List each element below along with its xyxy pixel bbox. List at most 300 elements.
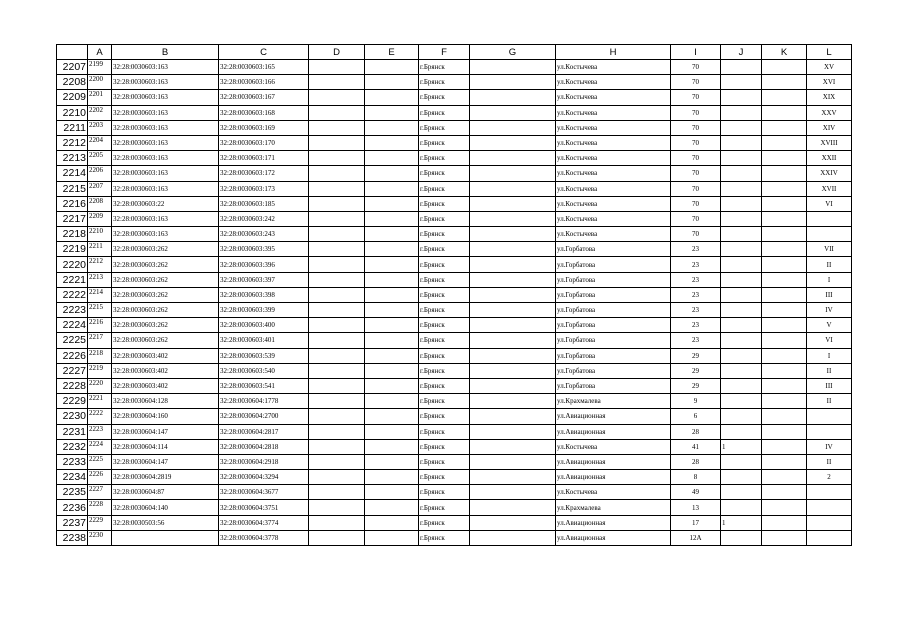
row-number[interactable]: 2215 (57, 181, 88, 196)
cell-g[interactable] (470, 272, 556, 287)
row-number[interactable]: 2224 (57, 318, 88, 333)
cell-d[interactable] (309, 394, 365, 409)
cell-j[interactable] (721, 348, 762, 363)
cell-a[interactable]: 2207 (88, 181, 112, 196)
cell-i[interactable]: 41 (671, 439, 721, 454)
cell-k[interactable] (762, 363, 807, 378)
cell-k[interactable] (762, 424, 807, 439)
cell-a[interactable]: 2205 (88, 151, 112, 166)
column-header-c[interactable]: C (219, 45, 309, 60)
cell-i[interactable]: 23 (671, 303, 721, 318)
cell-c[interactable]: 32:28:0030604:3294 (219, 470, 309, 485)
cell-f[interactable]: г.Брянск (419, 135, 470, 150)
cell-f[interactable]: г.Брянск (419, 90, 470, 105)
cell-l[interactable]: XIX (807, 90, 852, 105)
cell-h[interactable]: ул.Авиационная (556, 424, 671, 439)
cell-h[interactable]: ул.Костычева (556, 196, 671, 211)
cell-h[interactable]: ул.Костычева (556, 485, 671, 500)
cell-e[interactable] (365, 211, 419, 226)
cell-k[interactable] (762, 242, 807, 257)
cell-h[interactable]: ул.Горбатова (556, 348, 671, 363)
cell-b[interactable]: 32:28:0030603:163 (112, 211, 219, 226)
cell-b[interactable]: 32:28:0030503:56 (112, 515, 219, 530)
cell-i[interactable]: 28 (671, 424, 721, 439)
row-number[interactable]: 2212 (57, 135, 88, 150)
cell-c[interactable]: 32:28:0030603:400 (219, 318, 309, 333)
cell-d[interactable] (309, 60, 365, 75)
cell-a[interactable]: 2214 (88, 287, 112, 302)
cell-e[interactable] (365, 363, 419, 378)
cell-c[interactable]: 32:28:0030603:165 (219, 60, 309, 75)
cell-c[interactable]: 32:28:0030604:3677 (219, 485, 309, 500)
cell-e[interactable] (365, 500, 419, 515)
cell-d[interactable] (309, 257, 365, 272)
cell-b[interactable]: 32:28:0030604:140 (112, 500, 219, 515)
cell-h[interactable]: ул.Костычева (556, 211, 671, 226)
row-number[interactable]: 2220 (57, 257, 88, 272)
row-number[interactable]: 2233 (57, 454, 88, 469)
cell-c[interactable]: 32:28:0030603:166 (219, 75, 309, 90)
cell-l[interactable] (807, 211, 852, 226)
cell-l[interactable] (807, 424, 852, 439)
cell-f[interactable]: г.Брянск (419, 120, 470, 135)
cell-j[interactable] (721, 135, 762, 150)
cell-k[interactable] (762, 151, 807, 166)
cell-c[interactable]: 32:28:0030604:3751 (219, 500, 309, 515)
cell-f[interactable]: г.Брянск (419, 166, 470, 181)
cell-a[interactable]: 2220 (88, 378, 112, 393)
cell-k[interactable] (762, 333, 807, 348)
cell-j[interactable] (721, 75, 762, 90)
cell-j[interactable] (721, 257, 762, 272)
cell-g[interactable] (470, 166, 556, 181)
cell-c[interactable]: 32:28:0030603:171 (219, 151, 309, 166)
cell-g[interactable] (470, 424, 556, 439)
cell-e[interactable] (365, 196, 419, 211)
cell-c[interactable]: 32:28:0030604:2818 (219, 439, 309, 454)
cell-f[interactable]: г.Брянск (419, 318, 470, 333)
cell-c[interactable]: 32:28:0030604:2817 (219, 424, 309, 439)
cell-e[interactable] (365, 151, 419, 166)
cell-d[interactable] (309, 333, 365, 348)
cell-j[interactable] (721, 378, 762, 393)
cell-h[interactable]: ул.Горбатова (556, 303, 671, 318)
cell-f[interactable]: г.Брянск (419, 181, 470, 196)
cell-h[interactable]: ул.Костычева (556, 135, 671, 150)
cell-a[interactable]: 2199 (88, 60, 112, 75)
cell-j[interactable] (721, 530, 762, 545)
cell-d[interactable] (309, 424, 365, 439)
cell-b[interactable]: 32:28:0030604:114 (112, 439, 219, 454)
cell-h[interactable]: ул.Костычева (556, 105, 671, 120)
cell-c[interactable]: 32:28:0030604:3774 (219, 515, 309, 530)
cell-a[interactable]: 2200 (88, 75, 112, 90)
cell-l[interactable]: V (807, 318, 852, 333)
cell-a[interactable]: 2202 (88, 105, 112, 120)
column-header-b[interactable]: B (112, 45, 219, 60)
row-number[interactable]: 2226 (57, 348, 88, 363)
cell-e[interactable] (365, 257, 419, 272)
cell-j[interactable] (721, 151, 762, 166)
cell-a[interactable]: 2210 (88, 227, 112, 242)
cell-c[interactable]: 32:28:0030603:168 (219, 105, 309, 120)
cell-c[interactable]: 32:28:0030603:172 (219, 166, 309, 181)
cell-c[interactable]: 32:28:0030603:167 (219, 90, 309, 105)
cell-g[interactable] (470, 242, 556, 257)
cell-k[interactable] (762, 135, 807, 150)
cell-l[interactable]: XVI (807, 75, 852, 90)
cell-j[interactable] (721, 394, 762, 409)
cell-k[interactable] (762, 439, 807, 454)
cell-l[interactable] (807, 409, 852, 424)
cell-k[interactable] (762, 227, 807, 242)
cell-a[interactable]: 2226 (88, 470, 112, 485)
cell-j[interactable] (721, 363, 762, 378)
cell-f[interactable]: г.Брянск (419, 500, 470, 515)
cell-g[interactable] (470, 257, 556, 272)
cell-l[interactable]: XV (807, 60, 852, 75)
row-number[interactable]: 2238 (57, 530, 88, 545)
cell-i[interactable]: 70 (671, 105, 721, 120)
cell-j[interactable] (721, 120, 762, 135)
cell-e[interactable] (365, 90, 419, 105)
column-header-e[interactable]: E (365, 45, 419, 60)
cell-h[interactable]: ул.Горбатова (556, 272, 671, 287)
row-number[interactable]: 2219 (57, 242, 88, 257)
cell-f[interactable]: г.Брянск (419, 485, 470, 500)
cell-d[interactable] (309, 181, 365, 196)
cell-l[interactable]: XXII (807, 151, 852, 166)
cell-i[interactable]: 70 (671, 151, 721, 166)
cell-i[interactable]: 6 (671, 409, 721, 424)
cell-f[interactable]: г.Брянск (419, 439, 470, 454)
cell-k[interactable] (762, 454, 807, 469)
cell-l[interactable]: IV (807, 439, 852, 454)
cell-b[interactable]: 32:28:0030603:262 (112, 272, 219, 287)
cell-b[interactable]: 32:28:0030603:262 (112, 287, 219, 302)
cell-d[interactable] (309, 439, 365, 454)
cell-h[interactable]: ул.Горбатова (556, 333, 671, 348)
corner-header[interactable] (57, 45, 88, 60)
row-number[interactable]: 2207 (57, 60, 88, 75)
cell-j[interactable] (721, 287, 762, 302)
cell-b[interactable]: 32:28:0030603:163 (112, 120, 219, 135)
cell-h[interactable]: ул.Авиационная (556, 515, 671, 530)
cell-i[interactable]: 17 (671, 515, 721, 530)
cell-l[interactable] (807, 227, 852, 242)
cell-e[interactable] (365, 485, 419, 500)
cell-k[interactable] (762, 120, 807, 135)
row-number[interactable]: 2218 (57, 227, 88, 242)
cell-i[interactable]: 70 (671, 227, 721, 242)
cell-i[interactable]: 29 (671, 363, 721, 378)
cell-a[interactable]: 2213 (88, 272, 112, 287)
cell-k[interactable] (762, 181, 807, 196)
cell-e[interactable] (365, 60, 419, 75)
cell-k[interactable] (762, 272, 807, 287)
cell-h[interactable]: ул.Горбатова (556, 287, 671, 302)
cell-f[interactable]: г.Брянск (419, 348, 470, 363)
cell-a[interactable]: 2217 (88, 333, 112, 348)
cell-f[interactable]: г.Брянск (419, 394, 470, 409)
cell-i[interactable]: 70 (671, 75, 721, 90)
cell-h[interactable]: ул.Горбатова (556, 318, 671, 333)
cell-d[interactable] (309, 120, 365, 135)
cell-l[interactable] (807, 515, 852, 530)
cell-b[interactable]: 32:28:0030604:2819 (112, 470, 219, 485)
cell-g[interactable] (470, 515, 556, 530)
row-number[interactable]: 2230 (57, 409, 88, 424)
cell-i[interactable]: 23 (671, 318, 721, 333)
cell-l[interactable] (807, 530, 852, 545)
cell-j[interactable] (721, 211, 762, 226)
cell-a[interactable]: 2221 (88, 394, 112, 409)
cell-b[interactable]: 32:28:0030603:402 (112, 348, 219, 363)
cell-e[interactable] (365, 166, 419, 181)
cell-d[interactable] (309, 166, 365, 181)
cell-j[interactable] (721, 227, 762, 242)
cell-l[interactable]: XIV (807, 120, 852, 135)
cell-j[interactable] (721, 424, 762, 439)
cell-f[interactable]: г.Брянск (419, 75, 470, 90)
cell-b[interactable]: 32:28:0030603:163 (112, 166, 219, 181)
row-number[interactable]: 2214 (57, 166, 88, 181)
cell-h[interactable]: ул.Крахмалева (556, 394, 671, 409)
cell-j[interactable]: 1 (721, 515, 762, 530)
cell-g[interactable] (470, 120, 556, 135)
cell-f[interactable]: г.Брянск (419, 242, 470, 257)
column-header-a[interactable]: A (88, 45, 112, 60)
cell-k[interactable] (762, 166, 807, 181)
cell-c[interactable]: 32:28:0030603:541 (219, 378, 309, 393)
cell-f[interactable]: г.Брянск (419, 227, 470, 242)
cell-k[interactable] (762, 530, 807, 545)
cell-a[interactable]: 2229 (88, 515, 112, 530)
cell-c[interactable]: 32:28:0030604:2700 (219, 409, 309, 424)
cell-i[interactable]: 8 (671, 470, 721, 485)
cell-j[interactable] (721, 470, 762, 485)
cell-e[interactable] (365, 470, 419, 485)
cell-c[interactable]: 32:28:0030603:539 (219, 348, 309, 363)
cell-k[interactable] (762, 75, 807, 90)
cell-h[interactable]: ул.Авиационная (556, 409, 671, 424)
cell-g[interactable] (470, 151, 556, 166)
cell-e[interactable] (365, 424, 419, 439)
cell-g[interactable] (470, 181, 556, 196)
cell-c[interactable]: 32:28:0030603:401 (219, 333, 309, 348)
cell-a[interactable]: 2215 (88, 303, 112, 318)
cell-a[interactable]: 2216 (88, 318, 112, 333)
cell-b[interactable]: 32:28:0030603:163 (112, 181, 219, 196)
cell-g[interactable] (470, 211, 556, 226)
cell-i[interactable]: 23 (671, 257, 721, 272)
cell-e[interactable] (365, 242, 419, 257)
cell-l[interactable]: VI (807, 196, 852, 211)
row-number[interactable]: 2222 (57, 287, 88, 302)
cell-a[interactable]: 2201 (88, 90, 112, 105)
cell-a[interactable]: 2228 (88, 500, 112, 515)
cell-c[interactable]: 32:28:0030603:169 (219, 120, 309, 135)
cell-f[interactable]: г.Брянск (419, 363, 470, 378)
cell-e[interactable] (365, 135, 419, 150)
cell-j[interactable] (721, 242, 762, 257)
cell-k[interactable] (762, 409, 807, 424)
cell-a[interactable]: 2203 (88, 120, 112, 135)
cell-h[interactable]: ул.Крахмалева (556, 500, 671, 515)
cell-l[interactable]: XXIV (807, 166, 852, 181)
row-number[interactable]: 2236 (57, 500, 88, 515)
cell-a[interactable]: 2223 (88, 424, 112, 439)
column-header-f[interactable]: F (419, 45, 470, 60)
cell-g[interactable] (470, 75, 556, 90)
cell-c[interactable]: 32:28:0030603:170 (219, 135, 309, 150)
cell-h[interactable]: ул.Горбатова (556, 257, 671, 272)
row-number[interactable]: 2208 (57, 75, 88, 90)
cell-f[interactable]: г.Брянск (419, 105, 470, 120)
cell-j[interactable] (721, 500, 762, 515)
row-number[interactable]: 2235 (57, 485, 88, 500)
cell-l[interactable] (807, 500, 852, 515)
row-number[interactable]: 2229 (57, 394, 88, 409)
cell-d[interactable] (309, 135, 365, 150)
cell-f[interactable]: г.Брянск (419, 60, 470, 75)
cell-g[interactable] (470, 303, 556, 318)
cell-b[interactable]: 32:28:0030603:163 (112, 75, 219, 90)
cell-j[interactable] (721, 181, 762, 196)
cell-f[interactable]: г.Брянск (419, 378, 470, 393)
cell-a[interactable]: 2206 (88, 166, 112, 181)
cell-l[interactable]: I (807, 272, 852, 287)
cell-l[interactable]: III (807, 378, 852, 393)
cell-c[interactable]: 32:28:0030603:399 (219, 303, 309, 318)
cell-d[interactable] (309, 500, 365, 515)
cell-h[interactable]: ул.Горбатова (556, 242, 671, 257)
cell-d[interactable] (309, 151, 365, 166)
cell-e[interactable] (365, 272, 419, 287)
cell-b[interactable]: 32:28:0030603:22 (112, 196, 219, 211)
cell-k[interactable] (762, 105, 807, 120)
cell-d[interactable] (309, 105, 365, 120)
cell-g[interactable] (470, 60, 556, 75)
cell-e[interactable] (365, 439, 419, 454)
cell-l[interactable]: VI (807, 333, 852, 348)
cell-e[interactable] (365, 181, 419, 196)
cell-f[interactable]: г.Брянск (419, 409, 470, 424)
row-number[interactable]: 2228 (57, 378, 88, 393)
cell-a[interactable]: 2230 (88, 530, 112, 545)
cell-g[interactable] (470, 105, 556, 120)
cell-g[interactable] (470, 409, 556, 424)
row-number[interactable]: 2225 (57, 333, 88, 348)
cell-e[interactable] (365, 75, 419, 90)
cell-h[interactable]: ул.Костычева (556, 60, 671, 75)
cell-f[interactable]: г.Брянск (419, 272, 470, 287)
cell-j[interactable] (721, 105, 762, 120)
cell-f[interactable]: г.Брянск (419, 470, 470, 485)
cell-k[interactable] (762, 485, 807, 500)
cell-k[interactable] (762, 500, 807, 515)
cell-d[interactable] (309, 318, 365, 333)
cell-h[interactable]: ул.Костычева (556, 166, 671, 181)
row-number[interactable]: 2232 (57, 439, 88, 454)
row-number[interactable]: 2223 (57, 303, 88, 318)
cell-b[interactable]: 32:28:0030604:147 (112, 454, 219, 469)
cell-l[interactable]: 2 (807, 470, 852, 485)
cell-a[interactable]: 2212 (88, 257, 112, 272)
cell-e[interactable] (365, 318, 419, 333)
cell-b[interactable]: 32:28:0030604:128 (112, 394, 219, 409)
cell-e[interactable] (365, 303, 419, 318)
cell-e[interactable] (365, 394, 419, 409)
cell-b[interactable]: 32:28:0030603:402 (112, 363, 219, 378)
cell-i[interactable]: 13 (671, 500, 721, 515)
cell-g[interactable] (470, 227, 556, 242)
cell-i[interactable]: 70 (671, 60, 721, 75)
cell-d[interactable] (309, 348, 365, 363)
cell-c[interactable]: 32:28:0030603:243 (219, 227, 309, 242)
cell-e[interactable] (365, 348, 419, 363)
cell-h[interactable]: ул.Костычева (556, 181, 671, 196)
cell-e[interactable] (365, 515, 419, 530)
cell-i[interactable]: 70 (671, 135, 721, 150)
cell-b[interactable]: 32:28:0030604:160 (112, 409, 219, 424)
cell-c[interactable]: 32:28:0030604:3778 (219, 530, 309, 545)
cell-d[interactable] (309, 530, 365, 545)
cell-b[interactable]: 32:28:0030603:262 (112, 257, 219, 272)
cell-h[interactable]: ул.Костычева (556, 75, 671, 90)
cell-h[interactable]: ул.Горбатова (556, 378, 671, 393)
cell-j[interactable] (721, 333, 762, 348)
cell-k[interactable] (762, 470, 807, 485)
cell-l[interactable]: IV (807, 303, 852, 318)
cell-h[interactable]: ул.Костычева (556, 90, 671, 105)
cell-h[interactable]: ул.Авиационная (556, 470, 671, 485)
row-number[interactable]: 2217 (57, 211, 88, 226)
cell-d[interactable] (309, 515, 365, 530)
cell-f[interactable]: г.Брянск (419, 454, 470, 469)
cell-g[interactable] (470, 394, 556, 409)
cell-f[interactable]: г.Брянск (419, 530, 470, 545)
cell-b[interactable]: 32:28:0030603:262 (112, 242, 219, 257)
cell-h[interactable]: ул.Авиационная (556, 454, 671, 469)
cell-j[interactable] (721, 454, 762, 469)
cell-i[interactable]: 23 (671, 242, 721, 257)
cell-g[interactable] (470, 363, 556, 378)
cell-a[interactable]: 2227 (88, 485, 112, 500)
column-header-g[interactable]: G (470, 45, 556, 60)
cell-j[interactable] (721, 196, 762, 211)
cell-d[interactable] (309, 227, 365, 242)
cell-d[interactable] (309, 211, 365, 226)
cell-e[interactable] (365, 378, 419, 393)
cell-b[interactable]: 32:28:0030603:262 (112, 333, 219, 348)
cell-d[interactable] (309, 196, 365, 211)
cell-c[interactable]: 32:28:0030604:1778 (219, 394, 309, 409)
cell-h[interactable]: ул.Авиационная (556, 530, 671, 545)
cell-j[interactable] (721, 90, 762, 105)
cell-a[interactable]: 2222 (88, 409, 112, 424)
column-header-i[interactable]: I (671, 45, 721, 60)
cell-f[interactable]: г.Брянск (419, 211, 470, 226)
cell-i[interactable]: 28 (671, 454, 721, 469)
cell-d[interactable] (309, 485, 365, 500)
cell-d[interactable] (309, 470, 365, 485)
column-header-d[interactable]: D (309, 45, 365, 60)
cell-d[interactable] (309, 378, 365, 393)
cell-h[interactable]: ул.Костычева (556, 439, 671, 454)
cell-a[interactable]: 2204 (88, 135, 112, 150)
cell-i[interactable]: 70 (671, 181, 721, 196)
